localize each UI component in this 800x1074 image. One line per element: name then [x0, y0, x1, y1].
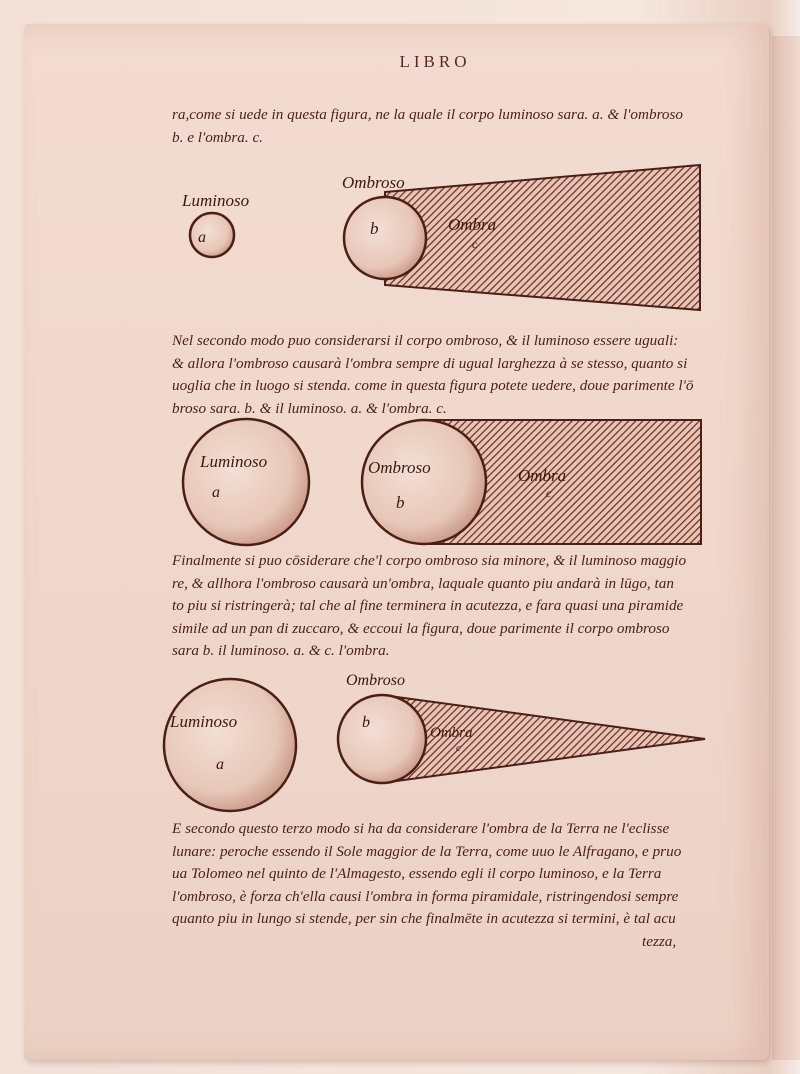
- text-line: ra,come si uede in questa figura, ne la quale il corpo luminoso sara. a. & l'ombroso: [172, 106, 684, 123]
- letter-a: a: [212, 484, 220, 501]
- label-ombra: Ombra: [430, 725, 473, 741]
- ombroso-sphere: [344, 197, 426, 279]
- text-line: l'ombroso, è forza ch'ella causi l'ombra in forma piramidale, ristringendosi sempre: [172, 887, 679, 905]
- text-line: E secondo questo terzo modo si ha da considerare l'ombra de la Terra ne l'eclisse: [172, 820, 670, 837]
- text-line: to piu si ristringerà; tal che al fine terminera in acutezza, e fara quasi una piramide: [172, 597, 684, 614]
- text-line: sara b. il luminoso. a. & c. l'ombra.: [172, 642, 390, 659]
- text-line: ua Tolomeo nel quinto de l'Almagesto, essendo egli il corpo luminoso, e la Terra: [172, 865, 662, 882]
- letter-b: b: [370, 219, 379, 238]
- letter-a: a: [216, 756, 224, 773]
- ombroso-sphere: [362, 420, 486, 544]
- letter-b: b: [362, 714, 370, 731]
- figure-parallel-shadow: [160, 415, 720, 550]
- label-luminoso: Luminoso: [170, 712, 238, 731]
- intro-paragraph: [172, 104, 683, 149]
- text-line: simile ad un pan di zuccaro, & eccoui la figura, doue parimente il corpo ombroso: [172, 619, 670, 637]
- label-ombroso: Ombroso: [342, 173, 405, 192]
- paragraph-second-mode: [172, 330, 694, 420]
- label-ombroso: Ombroso: [368, 458, 431, 477]
- text-line: tezza,: [642, 932, 677, 950]
- text-line: quanto piu in lungo si stende, per sin che finalmēte in acutezza si termini, è tal acu: [172, 910, 676, 927]
- facing-page-edge: [772, 36, 800, 1060]
- figure-converging-shadow: [160, 665, 720, 815]
- letter-a: a: [198, 229, 206, 246]
- luminoso-sphere: [190, 213, 234, 257]
- shadow-cone-diverging: [385, 165, 700, 310]
- paragraph-earth-shadow: [172, 818, 681, 953]
- label-luminoso: Luminoso: [200, 452, 268, 471]
- text-line: & allora l'ombroso causarà l'ombra sempre di ugual larghezza à se stesso, quanto si: [172, 354, 688, 372]
- letter-c: c: [546, 486, 552, 500]
- running-head: LIBRO: [399, 52, 471, 71]
- figure-diverging-shadow: [160, 160, 720, 320]
- paragraph-third-mode: [172, 550, 686, 663]
- text-line: lunare: peroche essendo il Sole maggior de la Terra, come uuo le Alfragano, e pruo: [172, 842, 682, 860]
- label-ombra: Ombra: [448, 215, 497, 234]
- letter-c: c: [456, 742, 461, 754]
- letter-b: b: [396, 493, 405, 512]
- text-line: b. e l'ombra. c.: [172, 128, 263, 146]
- ombroso-sphere: [338, 695, 426, 783]
- label-ombra: Ombra: [518, 466, 567, 485]
- text-line: Nel secondo modo puo considerarsi il corpo ombroso, & il luminoso essere uguali:: [172, 332, 679, 349]
- text-line: Finalmente si puo cōsiderare che'l corpo ombroso sia minore, & il luminoso maggio: [172, 552, 687, 569]
- letter-c: c: [472, 237, 478, 251]
- luminoso-sphere: [183, 419, 309, 545]
- text-line: broso sara. b. & il luminoso. a. & l'ombra. c.: [172, 399, 447, 417]
- luminoso-sphere: [164, 679, 296, 811]
- label-luminoso: Luminoso: [182, 191, 250, 210]
- text-line: re, & allhora l'ombroso causarà un'ombra, laquale quanto piu andarà in lūgo, tan: [172, 574, 674, 592]
- label-ombroso: Ombroso: [346, 672, 405, 689]
- text-line: uoglia che in luogo si stenda. come in questa figura potete uedere, doue parimente l'ō: [172, 377, 694, 394]
